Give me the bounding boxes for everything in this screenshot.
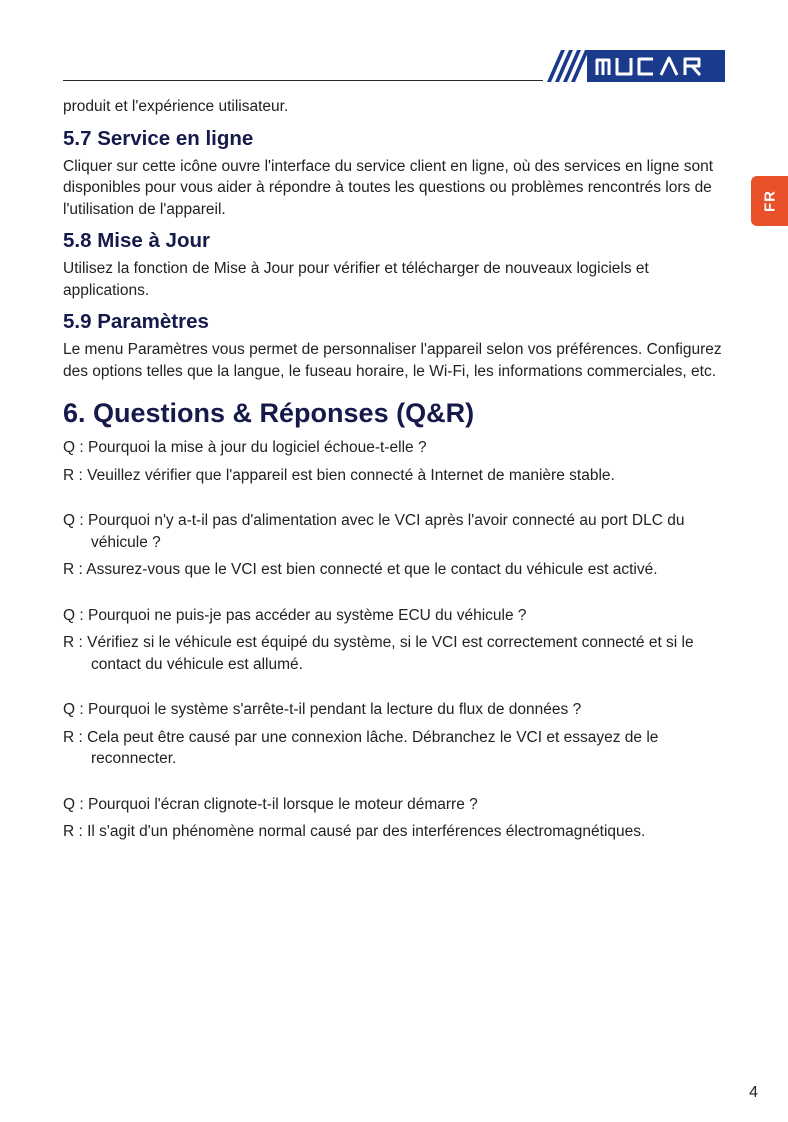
- section-update: [63, 228, 733, 301]
- qa-answer: R : Assurez-vous que le VCI est bien connecté et que le contact du véhicule est activé.: [63, 561, 658, 578]
- intro-text: produit et l'expérience utilisateur.: [63, 98, 289, 115]
- qa-question: Q : Pourquoi ne puis-je pas accéder au système ECU du véhicule ?: [63, 606, 527, 624]
- qa-item: [63, 699, 733, 770]
- qa-item: [63, 605, 733, 676]
- qa-question: Q : Pourquoi l'écran clignote-t-il lorsque le moteur démarre ?: [63, 795, 478, 813]
- language-tab[interactable]: [751, 176, 788, 226]
- page-number: 4: [749, 1084, 758, 1101]
- section-settings: [63, 309, 733, 382]
- qa-question: Q : Pourquoi la mise à jour du logiciel échoue-t-elle ?: [63, 439, 427, 456]
- qa-answer: R : Vérifiez si le véhicule est équipé du système, si le VCI est correctement connecté et si le contact du véhicule est allumé.: [63, 634, 694, 673]
- qa-item: [63, 437, 733, 486]
- header-rule: [63, 80, 543, 81]
- qa-answer: R : Il s'agit d'un phénomène normal causé par des interférences électromagnétiques.: [63, 823, 646, 840]
- qa-answer: R : Cela peut être causé par une connexion lâche. Débranchez le VCI et essayez de le reconnecter.: [63, 728, 659, 767]
- section-body: Le menu Paramètres vous permet de personnaliser l'appareil selon vos préférences. Configurez des options telles que la langue, le fuseau horaire, le Wi-Fi, les informations commerciales, etc.: [63, 341, 722, 380]
- section-body: Utilisez la fonction de Mise à Jour pour vérifier et télécharger de nouveaux logiciels et applications.: [63, 260, 649, 299]
- section-online-service: [63, 126, 733, 221]
- qa-question: Q : Pourquoi n'y a-t-il pas d'alimentation avec le VCI après l'avoir connecté au port DLC du véhicule ?: [63, 512, 685, 551]
- page-content: [63, 96, 733, 867]
- qa-title: 6. Questions & Réponses (Q&R): [63, 398, 475, 428]
- section-title: 5.7 Service en ligne: [63, 126, 254, 150]
- qa-item: [63, 794, 733, 843]
- qa-item: [63, 510, 733, 581]
- language-tab-label: FR: [761, 190, 778, 212]
- qa-question: Q : Pourquoi le système s'arrête-t-il pendant la lecture du flux de données ?: [63, 701, 582, 718]
- section-title: 5.8 Mise à Jour: [63, 229, 210, 252]
- mucar-logo: [545, 50, 725, 82]
- qa-answer: R : Veuillez vérifier que l'appareil est bien connecté à Internet de manière stable.: [63, 466, 615, 484]
- section-body: Cliquer sur cette icône ouvre l'interface du service client en ligne, où des services en ligne sont disponibles pour vous aider à répondre à toutes les questions ou problèmes rencontrés lors de l'utilisation de l'appareil.: [63, 157, 714, 218]
- section-title: 5.9 Paramètres: [63, 310, 209, 333]
